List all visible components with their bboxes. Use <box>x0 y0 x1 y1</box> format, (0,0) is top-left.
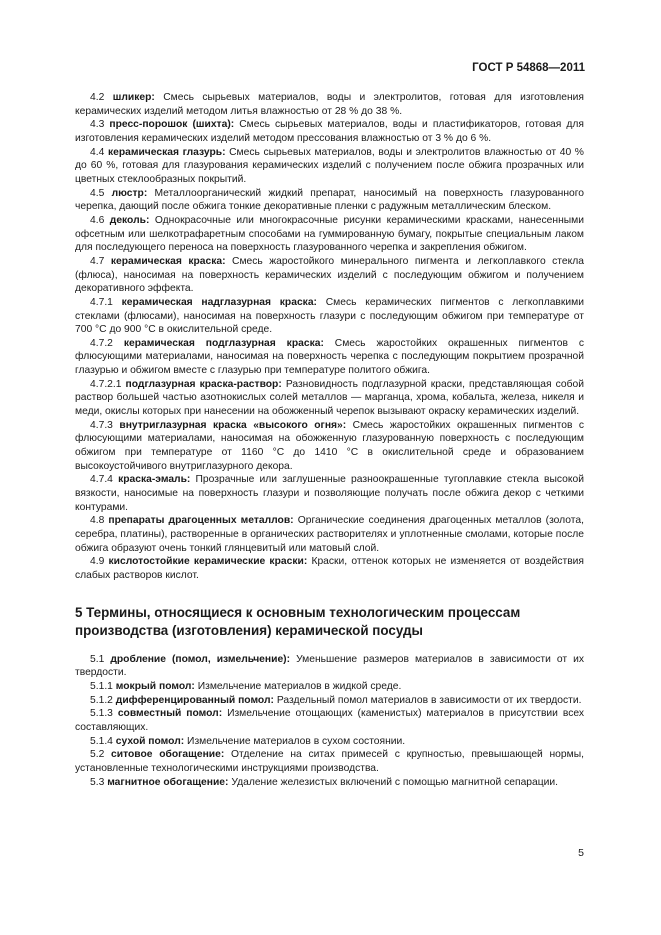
term-definition: Однокрасочные или многокрасочные рисунки керамическими красками, нанесенными офсетным или шелкотрафаретным способами на гуммированную бумагу, покрытые специальным лаком для последующего переноса на поверхность глазурованного черепка и закрепления обжигом. <box>75 214 584 254</box>
term-name: мокрый помол: <box>115 680 195 692</box>
term-paragraph <box>75 694 584 708</box>
term-paragraph <box>75 707 584 734</box>
clause-number: 5.2 <box>90 749 105 761</box>
term-definition: Измельчение отощающих (каменистых) материалов в присутствии всех составляющих. <box>75 708 584 733</box>
term-name: шликер: <box>112 92 155 103</box>
term-name: дробление (помол, измельчение): <box>110 653 291 665</box>
term-name: совместный помол: <box>117 708 223 720</box>
clause-number: 4.4 <box>90 146 105 158</box>
section-4-terms <box>75 91 584 583</box>
term-name: подглазурная краска-раствор: <box>125 378 282 390</box>
term-paragraph <box>75 214 584 255</box>
term-paragraph <box>75 91 584 118</box>
term-name: краска-эмаль: <box>118 474 191 486</box>
page-number: 5 <box>578 847 584 859</box>
term-name: керамическая глазурь: <box>107 146 226 158</box>
term-name: ситовое обогащение: <box>111 749 225 761</box>
clause-number: 4.7 <box>90 255 105 267</box>
clause-number: 5.1.3 <box>90 708 113 720</box>
term-definition: Смесь сырьевых материалов, воды и пластификаторов, готовая для изготовления керамических изделий методом прессования влажностью от 3 % до 6 %. <box>75 119 584 144</box>
term-definition: Разновидность подглазурной краски, представляющая собой раствор большей частью азотнокислых солей металлов — марганца, хрома, кобальта, железа, никеля и меди, окислы которых при нанесении на обожженный черепок вызывают окраску керамических изделий. <box>75 378 584 418</box>
term-name: магнитное обогащение: <box>107 776 229 788</box>
term-definition: Смесь сырьевых материалов, воды и электролитов, готовая для изготовления керамических изделий методом литья влажностью от 28 % до 38 %. <box>75 92 584 117</box>
term-definition: Отделение на ситах примесей с крупностью, превышающей нормы, установленные технологическими инструкциями производства. <box>75 749 584 774</box>
clause-number: 4.9 <box>90 556 105 568</box>
term-name: керамическая надглазурная краска: <box>121 296 317 308</box>
term-definition: Измельчение материалов в жидкой среде. <box>197 680 402 692</box>
clause-number: 5.1.2 <box>90 694 113 706</box>
clause-number: 4.7.1 <box>90 296 113 308</box>
term-paragraph <box>75 337 584 378</box>
section-5-heading: 5 Термины, относящиеся к основным технологическим процессам производства (изготовления) керамической посуды <box>75 604 521 639</box>
term-paragraph <box>75 680 584 694</box>
clause-number: 5.1.4 <box>90 735 113 747</box>
clause-number: 5.1 <box>90 653 105 665</box>
term-definition: Уменьшение размеров материалов в зависимости от их твердости. <box>75 653 584 679</box>
term-name: внутриглазурная краска «высокого огня»: <box>119 419 347 431</box>
clause-number: 4.7.2.1 <box>90 378 122 390</box>
clause-number: 4.2 <box>90 92 105 103</box>
clause-number: 4.8 <box>90 515 105 527</box>
term-definition: Смесь жаростойкого минерального пигмента и легкоплавкого стекла (флюса), наносимая на поверхность керамических изделий с последующим обжигом и получением декоративного эффекта. <box>75 255 584 295</box>
clause-number: 4.7.2 <box>90 337 113 349</box>
clause-number: 5.1.1 <box>90 680 113 692</box>
term-paragraph <box>75 146 584 187</box>
term-paragraph <box>75 473 584 514</box>
clause-number: 4.5 <box>90 187 105 199</box>
clause-number: 4.7.3 <box>90 419 113 431</box>
term-paragraph <box>75 118 584 145</box>
term-paragraph <box>75 555 584 582</box>
term-definition: Удаление железистых включений с помощью магнитной сепарации. <box>231 776 559 788</box>
term-paragraph <box>75 514 584 555</box>
term-definition: Измельчение материалов в сухом состоянии. <box>187 735 406 747</box>
term-paragraph <box>75 419 584 474</box>
term-name: керамическая краска: <box>110 255 226 267</box>
term-paragraph <box>75 653 584 680</box>
term-name: дифференцированный помол: <box>115 694 274 706</box>
term-name: препараты драгоценных металлов: <box>108 515 294 527</box>
term-paragraph <box>75 187 584 214</box>
term-paragraph <box>75 735 584 749</box>
term-definition: Органические соединения драгоценных металлов (золота, серебра, платины), растворенные в органических растворителях и уплотненные смолами, которые после обжига образуют очень тонкий глянцевитый или матовый слой. <box>75 515 584 554</box>
term-paragraph <box>75 378 584 419</box>
term-name: кислотостойкие керамические краски: <box>108 556 308 568</box>
term-definition: Смесь жаростойких окрашенных пигментов с флюсующими материалами, наносимая на поверхность черепка с последующим покрытием прозрачной глазурью и обжигом вместе с глазурью при температуре политого обжига. <box>75 337 584 377</box>
clause-number: 4.6 <box>90 214 105 226</box>
document-body <box>75 91 584 789</box>
term-definition: Смесь жаростойких окрашенных пигментов с флюсующими материалами, наносимая на обожженную глазурованную поверхность с последующим обжигом при температуре от 1160 °С до 1410 °С в окислительной среде и образованием высокоустойчивого внутриглазурного декора. <box>75 419 584 472</box>
term-paragraph <box>75 255 584 296</box>
term-name: деколь: <box>109 214 150 226</box>
section-5-terms <box>75 653 584 790</box>
term-definition: Прозрачные или заглушенные разноокрашенные тугоплавкие стекла высокой вязкости, наносимые на поверхность глазури и позволяющие получать после обжига декор с четкими контурами. <box>75 474 584 513</box>
term-definition: Раздельный помол материалов в зависимости от их твердости. <box>276 694 582 706</box>
term-definition: Смесь керамических пигментов с легкоплавкими стеклами (флюсами), наносимая на поверхность глазури с последующим обжигом при температуре от 700 °С до 900 °С в окислительной среде. <box>75 296 584 336</box>
term-name: сухой помол: <box>115 735 185 747</box>
term-paragraph <box>75 296 584 337</box>
clause-number: 4.7.4 <box>90 474 113 486</box>
clause-number: 5.3 <box>90 776 105 788</box>
term-paragraph <box>75 776 584 790</box>
document-header: ГОСТ Р 54868—2011 <box>472 62 585 74</box>
term-name: пресс-порошок (шихта): <box>109 119 235 131</box>
clause-number: 4.3 <box>90 119 105 131</box>
term-paragraph <box>75 748 584 775</box>
term-definition: Краски, оттенок которых не изменяется от воздействия слабых растворов кислот. <box>75 556 584 581</box>
term-name: люстр: <box>111 187 148 199</box>
term-definition: Смесь сырьевых материалов, воды и электролитов влажностью от 40 % до 60 %, готовая для глазурования керамических изделий с получением после обжига прозрачных или цветных стеклообразных покрытий. <box>75 146 584 185</box>
term-name: керамическая подглазурная краска: <box>123 337 324 349</box>
term-definition: Металлоорганический жидкий препарат, наносимый на поверхность глазурованного черепка, дающий после обжига тонкие декоративные пленки с радужным металлическим блеском. <box>75 187 584 213</box>
